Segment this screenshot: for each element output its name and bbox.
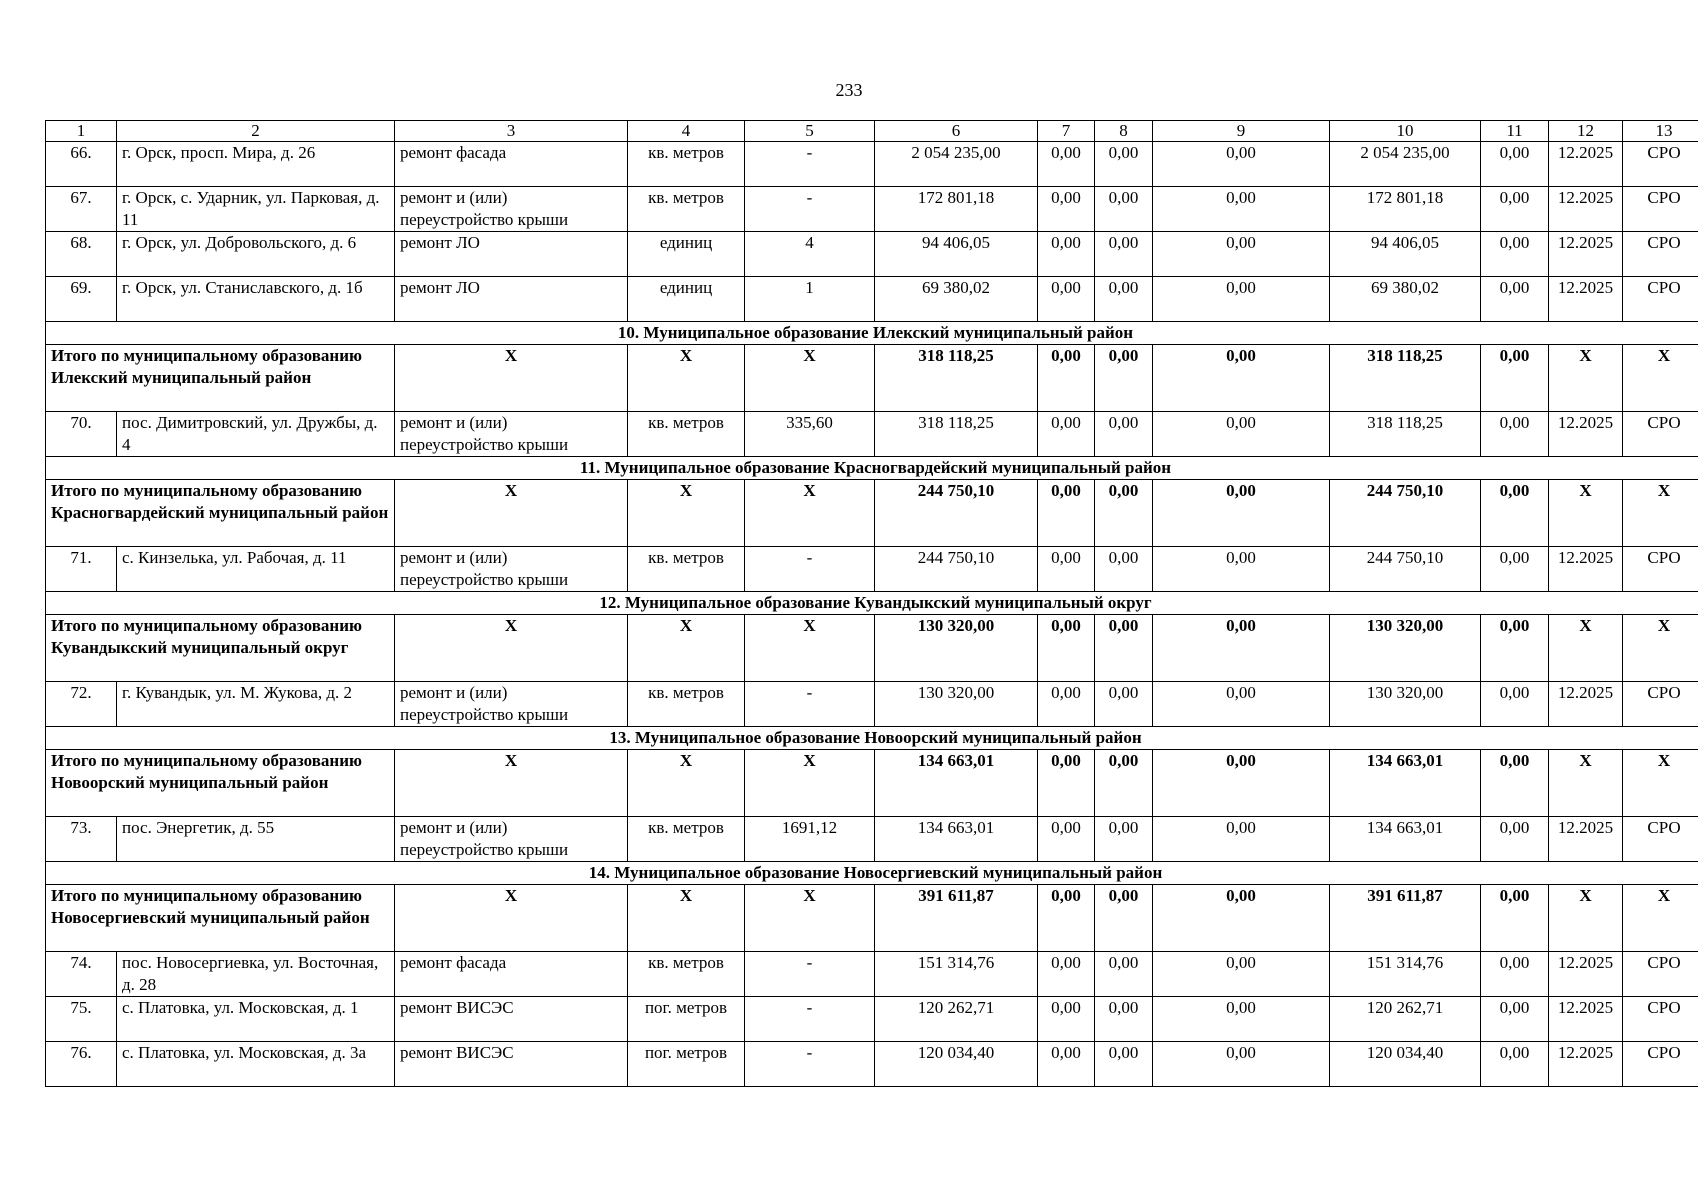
subtotal-col9-cell: 0,00 [1153,480,1330,547]
unit-cell: кв. метров [628,547,745,592]
subtotal-quantity-cell: Х [745,480,875,547]
column-number-2: 2 [117,121,395,142]
subtotal-col7-cell: 0,00 [1038,885,1095,952]
row-number-cell: 72. [46,682,117,727]
row-number-cell: 75. [46,997,117,1042]
contractor-cell: СРО [1623,142,1698,187]
unit-cell: пог. метров [628,1042,745,1087]
address-cell: с. Платовка, ул. Московская, д. 3а [117,1042,395,1087]
address-cell: с. Кинзелька, ул. Рабочая, д. 11 [117,547,395,592]
quantity-cell: - [745,547,875,592]
deadline-cell: 12.2025 [1549,412,1623,457]
subtotal-total-cost-cell: 134 663,01 [875,750,1038,817]
table-row [46,187,1698,232]
deadline-cell: 12.2025 [1549,1042,1623,1087]
col9-cell: 0,00 [1153,952,1330,997]
col11-cell: 0,00 [1481,997,1549,1042]
col8-cell: 0,00 [1095,952,1153,997]
subtotal-total-cost-cell: 244 750,10 [875,480,1038,547]
table-row [46,952,1698,997]
col11-cell: 0,00 [1481,187,1549,232]
col11-cell: 0,00 [1481,1042,1549,1087]
subtotal-work-type-cell: Х [395,480,628,547]
contractor-cell: СРО [1623,187,1698,232]
total-cost-cell: 172 801,18 [875,187,1038,232]
quantity-cell: 335,60 [745,412,875,457]
subtotal-work-type-cell: Х [395,885,628,952]
col9-cell: 0,00 [1153,232,1330,277]
work-type-cell: ремонт ВИСЭС [395,1042,628,1087]
address-cell: г. Кувандык, ул. М. Жукова, д. 2 [117,682,395,727]
subtotal-work-type-cell: Х [395,750,628,817]
work-type-cell: ремонт ЛО [395,232,628,277]
total-cost-cell: 94 406,05 [875,232,1038,277]
subtotal-col10-cell: 130 320,00 [1330,615,1481,682]
quantity-cell: - [745,682,875,727]
subtotal-col9-cell: 0,00 [1153,345,1330,412]
col10-cell: 69 380,02 [1330,277,1481,322]
deadline-cell: 12.2025 [1549,142,1623,187]
subtotal-col8-cell: 0,00 [1095,480,1153,547]
row-number-cell: 68. [46,232,117,277]
col8-cell: 0,00 [1095,997,1153,1042]
subtotal-col11-cell: 0,00 [1481,480,1549,547]
row-number-cell: 76. [46,1042,117,1087]
deadline-cell: 12.2025 [1549,997,1623,1042]
contractor-cell: СРО [1623,1042,1698,1087]
col8-cell: 0,00 [1095,817,1153,862]
column-number-8: 8 [1095,121,1153,142]
column-number-11: 11 [1481,121,1549,142]
col11-cell: 0,00 [1481,232,1549,277]
subtotal-quantity-cell: Х [745,345,875,412]
col7-cell: 0,00 [1038,1042,1095,1087]
quantity-cell: - [745,187,875,232]
col9-cell: 0,00 [1153,1042,1330,1087]
subtotal-total-cost-cell: 130 320,00 [875,615,1038,682]
subtotal-quantity-cell: Х [745,615,875,682]
subtotal-quantity-cell: Х [745,750,875,817]
unit-cell: кв. метров [628,187,745,232]
subtotal-row [46,345,1698,412]
col10-cell: 120 034,40 [1330,1042,1481,1087]
subtotal-col10-cell: 318 118,25 [1330,345,1481,412]
col9-cell: 0,00 [1153,817,1330,862]
section-heading-row [46,862,1698,885]
col10-cell: 130 320,00 [1330,682,1481,727]
col8-cell: 0,00 [1095,682,1153,727]
subtotal-col8-cell: 0,00 [1095,885,1153,952]
col11-cell: 0,00 [1481,817,1549,862]
col11-cell: 0,00 [1481,277,1549,322]
subtotal-col8-cell: 0,00 [1095,615,1153,682]
subtotal-label: Итого по муниципальному образованию Новосергиевский муниципальный район [46,885,395,952]
col10-cell: 172 801,18 [1330,187,1481,232]
total-cost-cell: 2 054 235,00 [875,142,1038,187]
quantity-cell: 1691,12 [745,817,875,862]
subtotal-col8-cell: 0,00 [1095,345,1153,412]
total-cost-cell: 130 320,00 [875,682,1038,727]
subtotal-col7-cell: 0,00 [1038,750,1095,817]
subtotal-col11-cell: 0,00 [1481,885,1549,952]
column-number-6: 6 [875,121,1038,142]
table-row [46,817,1698,862]
work-type-cell: ремонт и (или) переустройство крыши [395,412,628,457]
total-cost-cell: 134 663,01 [875,817,1038,862]
unit-cell: кв. метров [628,412,745,457]
address-cell: г. Орск, просп. Мира, д. 26 [117,142,395,187]
col8-cell: 0,00 [1095,1042,1153,1087]
subtotal-deadline-cell: Х [1549,480,1623,547]
column-number-3: 3 [395,121,628,142]
address-cell: пос. Новосергиевка, ул. Восточная, д. 28 [117,952,395,997]
subtotal-col10-cell: 244 750,10 [1330,480,1481,547]
repair-register-table [45,120,1698,1087]
total-cost-cell: 120 262,71 [875,997,1038,1042]
subtotal-total-cost-cell: 391 611,87 [875,885,1038,952]
col7-cell: 0,00 [1038,142,1095,187]
quantity-cell: 4 [745,232,875,277]
subtotal-col9-cell: 0,00 [1153,750,1330,817]
total-cost-cell: 151 314,76 [875,952,1038,997]
subtotal-col10-cell: 391 611,87 [1330,885,1481,952]
subtotal-deadline-cell: Х [1549,885,1623,952]
col8-cell: 0,00 [1095,232,1153,277]
section-title: 11. Муниципальное образование Красногвардейский муниципальный район [46,457,1698,480]
subtotal-contractor-cell: Х [1623,750,1698,817]
subtotal-row [46,615,1698,682]
unit-cell: единиц [628,277,745,322]
subtotal-col11-cell: 0,00 [1481,345,1549,412]
section-heading-row [46,727,1698,750]
subtotal-label: Итого по муниципальному образованию Илекский муниципальный район [46,345,395,412]
col8-cell: 0,00 [1095,187,1153,232]
section-heading-row [46,322,1698,345]
contractor-cell: СРО [1623,277,1698,322]
subtotal-col11-cell: 0,00 [1481,615,1549,682]
quantity-cell: - [745,997,875,1042]
page-number: 233 [835,80,863,100]
address-cell: пос. Димитровский, ул. Дружбы, д. 4 [117,412,395,457]
col11-cell: 0,00 [1481,412,1549,457]
col7-cell: 0,00 [1038,997,1095,1042]
contractor-cell: СРО [1623,952,1698,997]
table-row [46,1042,1698,1087]
col8-cell: 0,00 [1095,142,1153,187]
quantity-cell: - [745,142,875,187]
deadline-cell: 12.2025 [1549,547,1623,592]
contractor-cell: СРО [1623,547,1698,592]
contractor-cell: СРО [1623,412,1698,457]
contractor-cell: СРО [1623,997,1698,1042]
total-cost-cell: 318 118,25 [875,412,1038,457]
work-type-cell: ремонт фасада [395,142,628,187]
unit-cell: кв. метров [628,682,745,727]
address-cell: г. Орск, ул. Станиславского, д. 1б [117,277,395,322]
row-number-cell: 70. [46,412,117,457]
col9-cell: 0,00 [1153,682,1330,727]
column-number-7: 7 [1038,121,1095,142]
col7-cell: 0,00 [1038,277,1095,322]
address-cell: г. Орск, ул. Добровольского, д. 6 [117,232,395,277]
section-title: 12. Муниципальное образование Кувандыкский муниципальный округ [46,592,1698,615]
subtotal-unit-cell: Х [628,615,745,682]
subtotal-label: Итого по муниципальному образованию Новоорский муниципальный район [46,750,395,817]
subtotal-label: Итого по муниципальному образованию Кувандыкский муниципальный округ [46,615,395,682]
subtotal-contractor-cell: Х [1623,615,1698,682]
deadline-cell: 12.2025 [1549,817,1623,862]
col8-cell: 0,00 [1095,412,1153,457]
table-row [46,232,1698,277]
subtotal-col7-cell: 0,00 [1038,615,1095,682]
contractor-cell: СРО [1623,232,1698,277]
subtotal-contractor-cell: Х [1623,345,1698,412]
address-cell: г. Орск, с. Ударник, ул. Парковая, д. 11 [117,187,395,232]
subtotal-row [46,885,1698,952]
subtotal-col9-cell: 0,00 [1153,885,1330,952]
work-type-cell: ремонт ВИСЭС [395,997,628,1042]
column-number-1: 1 [46,121,117,142]
work-type-cell: ремонт и (или) переустройство крыши [395,187,628,232]
col10-cell: 151 314,76 [1330,952,1481,997]
subtotal-unit-cell: Х [628,345,745,412]
subtotal-quantity-cell: Х [745,885,875,952]
col10-cell: 318 118,25 [1330,412,1481,457]
unit-cell: кв. метров [628,142,745,187]
col11-cell: 0,00 [1481,142,1549,187]
col7-cell: 0,00 [1038,817,1095,862]
subtotal-col9-cell: 0,00 [1153,615,1330,682]
work-type-cell: ремонт и (или) переустройство крыши [395,547,628,592]
col7-cell: 0,00 [1038,187,1095,232]
section-heading-row [46,457,1698,480]
col8-cell: 0,00 [1095,547,1153,592]
subtotal-work-type-cell: Х [395,615,628,682]
total-cost-cell: 120 034,40 [875,1042,1038,1087]
subtotal-deadline-cell: Х [1549,750,1623,817]
unit-cell: кв. метров [628,817,745,862]
col10-cell: 94 406,05 [1330,232,1481,277]
column-number-header-row [46,121,1698,142]
col9-cell: 0,00 [1153,997,1330,1042]
col9-cell: 0,00 [1153,547,1330,592]
col8-cell: 0,00 [1095,277,1153,322]
subtotal-unit-cell: Х [628,885,745,952]
subtotal-row [46,750,1698,817]
subtotal-label: Итого по муниципальному образованию Красногвардейский муниципальный район [46,480,395,547]
col7-cell: 0,00 [1038,952,1095,997]
quantity-cell: 1 [745,277,875,322]
unit-cell: кв. метров [628,952,745,997]
col11-cell: 0,00 [1481,952,1549,997]
row-number-cell: 74. [46,952,117,997]
unit-cell: единиц [628,232,745,277]
table-row [46,142,1698,187]
col10-cell: 134 663,01 [1330,817,1481,862]
unit-cell: пог. метров [628,997,745,1042]
subtotal-row [46,480,1698,547]
contractor-cell: СРО [1623,817,1698,862]
quantity-cell: - [745,952,875,997]
table-row [46,412,1698,457]
table-body [46,121,1698,1087]
quantity-cell: - [745,1042,875,1087]
section-title: 14. Муниципальное образование Новосергиевский муниципальный район [46,862,1698,885]
work-type-cell: ремонт и (или) переустройство крыши [395,817,628,862]
subtotal-total-cost-cell: 318 118,25 [875,345,1038,412]
subtotal-unit-cell: Х [628,480,745,547]
address-cell: пос. Энергетик, д. 55 [117,817,395,862]
address-cell: с. Платовка, ул. Московская, д. 1 [117,997,395,1042]
row-number-cell: 73. [46,817,117,862]
col10-cell: 120 262,71 [1330,997,1481,1042]
row-number-cell: 66. [46,142,117,187]
row-number-cell: 67. [46,187,117,232]
subtotal-work-type-cell: Х [395,345,628,412]
col9-cell: 0,00 [1153,277,1330,322]
table-row [46,997,1698,1042]
row-number-cell: 69. [46,277,117,322]
col7-cell: 0,00 [1038,412,1095,457]
work-type-cell: ремонт и (или) переустройство крыши [395,682,628,727]
col10-cell: 244 750,10 [1330,547,1481,592]
column-number-10: 10 [1330,121,1481,142]
col9-cell: 0,00 [1153,187,1330,232]
column-number-9: 9 [1153,121,1330,142]
column-number-4: 4 [628,121,745,142]
col9-cell: 0,00 [1153,142,1330,187]
subtotal-deadline-cell: Х [1549,615,1623,682]
row-number-cell: 71. [46,547,117,592]
col7-cell: 0,00 [1038,682,1095,727]
column-number-5: 5 [745,121,875,142]
subtotal-col11-cell: 0,00 [1481,750,1549,817]
col10-cell: 2 054 235,00 [1330,142,1481,187]
subtotal-contractor-cell: Х [1623,885,1698,952]
work-type-cell: ремонт ЛО [395,277,628,322]
table-row [46,547,1698,592]
subtotal-col10-cell: 134 663,01 [1330,750,1481,817]
col11-cell: 0,00 [1481,547,1549,592]
section-heading-row [46,592,1698,615]
subtotal-deadline-cell: Х [1549,345,1623,412]
section-title: 10. Муниципальное образование Илекский муниципальный район [46,322,1698,345]
contractor-cell: СРО [1623,682,1698,727]
deadline-cell: 12.2025 [1549,232,1623,277]
col7-cell: 0,00 [1038,232,1095,277]
section-title: 13. Муниципальное образование Новоорский муниципальный район [46,727,1698,750]
deadline-cell: 12.2025 [1549,187,1623,232]
col9-cell: 0,00 [1153,412,1330,457]
deadline-cell: 12.2025 [1549,682,1623,727]
subtotal-col7-cell: 0,00 [1038,480,1095,547]
subtotal-unit-cell: Х [628,750,745,817]
total-cost-cell: 69 380,02 [875,277,1038,322]
total-cost-cell: 244 750,10 [875,547,1038,592]
col11-cell: 0,00 [1481,682,1549,727]
subtotal-col7-cell: 0,00 [1038,345,1095,412]
work-type-cell: ремонт фасада [395,952,628,997]
column-number-13: 13 [1623,121,1698,142]
deadline-cell: 12.2025 [1549,277,1623,322]
deadline-cell: 12.2025 [1549,952,1623,997]
table-row [46,277,1698,322]
subtotal-col8-cell: 0,00 [1095,750,1153,817]
column-number-12: 12 [1549,121,1623,142]
table-row [46,682,1698,727]
col7-cell: 0,00 [1038,547,1095,592]
subtotal-contractor-cell: Х [1623,480,1698,547]
